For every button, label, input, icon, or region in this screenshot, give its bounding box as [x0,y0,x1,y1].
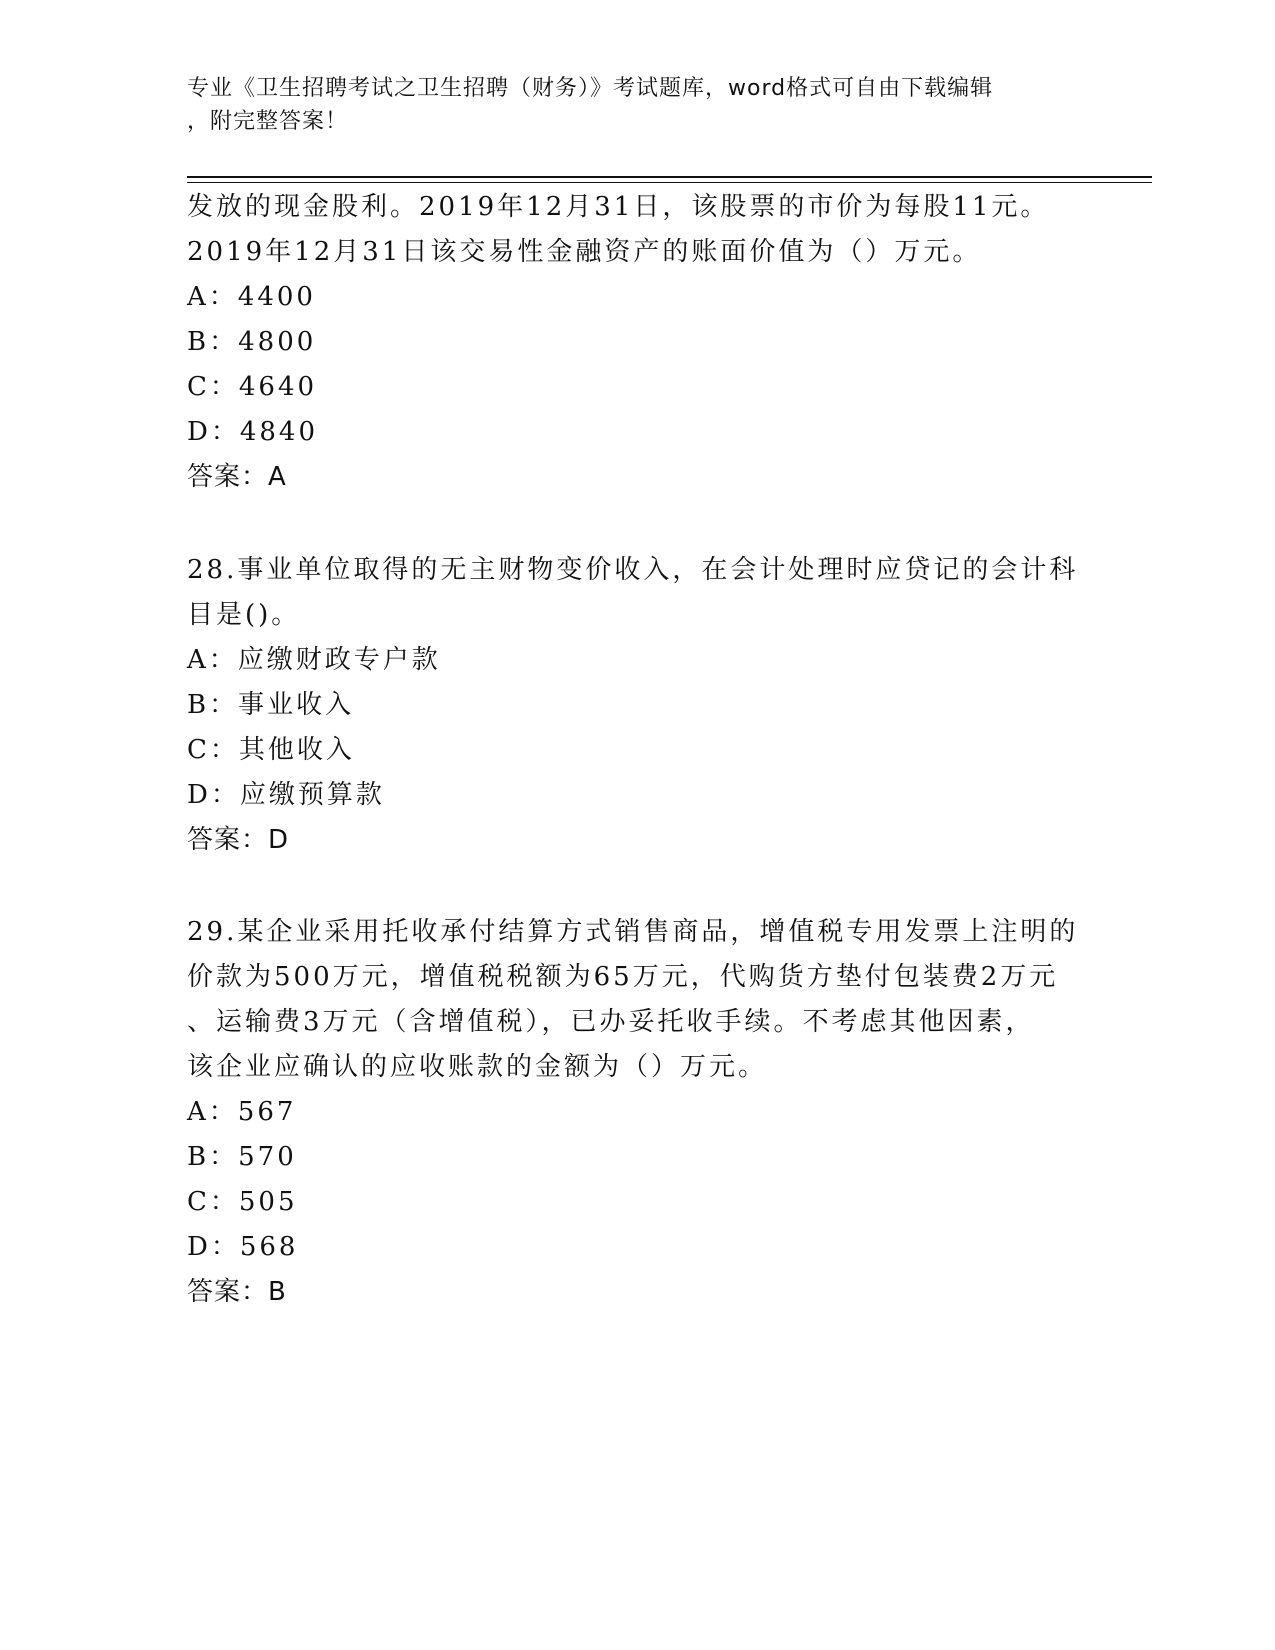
question-stem-line: 28.事业单位取得的无主财物变价收入，在会计处理时应贷记的会计科 [187,555,1079,585]
option-c: C：505 [187,1187,298,1217]
question-stem-line: 2019年12月31日该交易性金融资产的账面价值为（）万元。 [187,237,982,267]
answer-label: 答案：B [187,1277,287,1307]
header-divider-bottom [187,182,1152,183]
answer-label: 答案：D [187,825,290,855]
question-stem-line: 该企业应确认的应收账款的金额为（）万元。 [187,1052,768,1082]
option-d: D：4840 [187,417,319,447]
option-a: A：应缴财政专户款 [187,645,441,675]
question-stem-line: 发放的现金股利。2019年12月31日，该股票的市价为每股11元。 [187,192,1050,222]
option-a: A：4400 [187,282,316,312]
question-stem-line: 目是()。 [187,600,301,630]
header-divider-top [187,176,1152,178]
question-stem-line: 、运输费3万元（含增值税），已办妥托收手续。不考虑其他因素， [187,1007,1035,1037]
question-27 [187,185,1087,500]
option-a: A：567 [187,1097,297,1127]
option-d: D：568 [187,1232,299,1262]
option-c: C：其他收入 [187,735,355,765]
question-stem-line: 29.某企业采用托收承付结算方式销售商品，增值税专用发票上注明的 [187,917,1079,947]
option-b: B：4800 [187,327,317,357]
question-stem-line: 价款为500万元，增值税税额为65万元，代购货方垫付包装费2万元 [187,962,1059,992]
header-line-2: ，附完整答案！ [187,109,349,134]
answer-label: 答案：A [187,462,287,492]
option-b: B：事业收入 [187,690,355,720]
option-c: C：4640 [187,372,318,402]
header-line-1: 专业《卫生招聘考试之卫生招聘（财务）》考试题库，word格式可自由下载编辑 [187,76,994,101]
question-29 [187,910,1087,1315]
option-b: B：570 [187,1142,297,1172]
page-header [187,72,1067,138]
option-d: D：应缴预算款 [187,780,385,810]
question-28 [187,548,1087,863]
